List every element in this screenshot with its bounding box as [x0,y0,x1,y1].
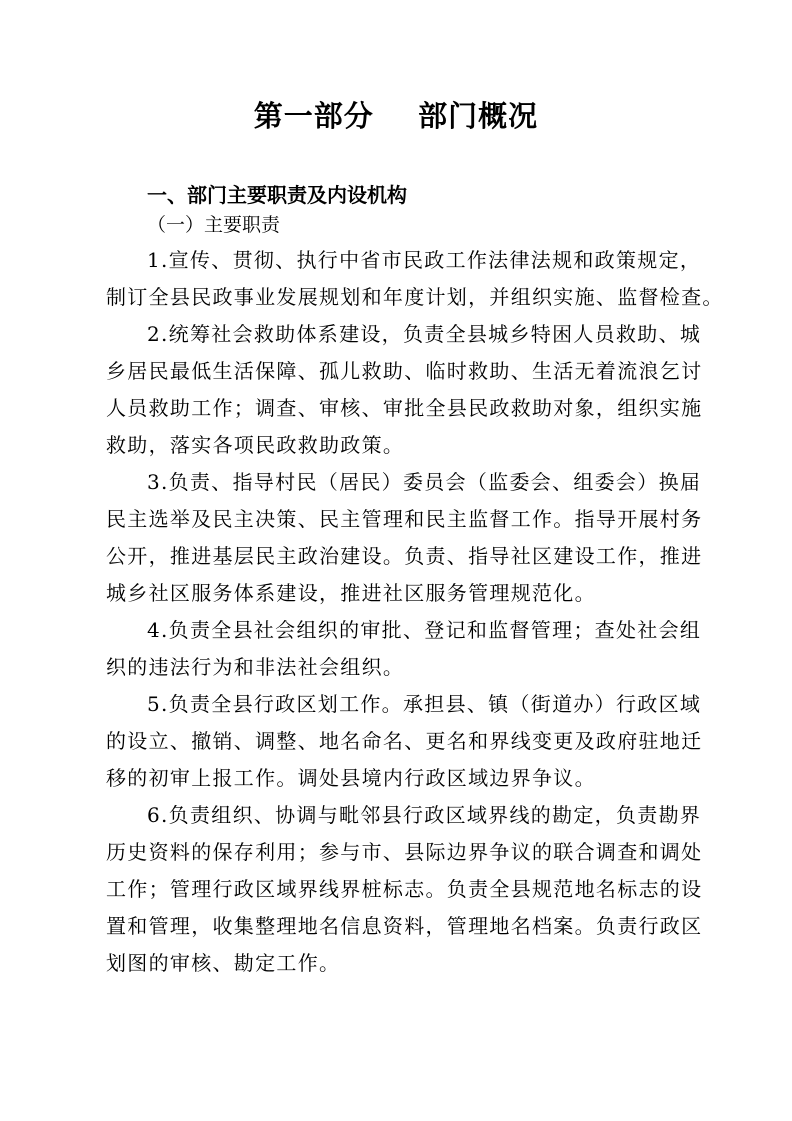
paragraph-line: 6.负责组织、协调与毗邻县行政区域界线的勘定，负责勘界 [147,803,702,827]
paragraph-line: 乡居民最低生活保障、孤儿救助、临时救助、生活无着流浪乞讨 [106,359,703,383]
paragraph-line: 公开，推进基层民主政治建设。负责、指导社区建设工作，推进 [106,544,703,568]
paragraph-line: 民主选举及民主决策、民主管理和民主监督工作。指导开展村务 [106,507,703,531]
paragraph-line: 的设立、撤销、调整、地名命名、更名和界线变更及政府驻地迁 [106,729,703,753]
paragraph-line: 织的违法行为和非法社会组织。 [106,655,405,679]
paragraph-line: 3.负责、指导村民（居民）委员会（监委会、组委会）换届 [147,470,702,494]
paragraph-line: 城乡社区服务体系建设，推进社区服务管理规范化。 [106,581,596,605]
paragraph-line: 人员救助工作；调查、审核、审批全县民政救助对象，组织实施 [106,396,703,420]
paragraph-line: 置和管理，收集整理地名信息资料，管理地名档案。负责行政区 [106,914,703,938]
paragraph [106,316,703,464]
paragraph [106,612,702,686]
paragraph [106,686,703,797]
paragraph-line: 划图的审核、勘定工作。 [106,951,341,975]
paragraph-line: 制订全县民政事业发展规划和年度计划，并组织实施、监督检查。 [106,285,724,309]
paragraph [106,242,724,316]
paragraph [106,797,703,982]
subsection-heading: （一）主要职责 [147,214,281,236]
paragraph [106,464,703,612]
paragraph-line: 救助，落实各项民政救助政策。 [106,433,405,457]
paragraph-line: 工作；管理行政区域界线界桩标志。负责全县规范地名标志的设 [106,877,703,901]
paragraph-line: 2.统筹社会救助体系建设，负责全县城乡特困人员救助、城 [147,322,702,346]
page-title: 第一部分 部门概况 [253,99,539,133]
paragraph-line: 1.宣传、贯彻、执行中省市民政工作法律法规和政策规定， [147,248,702,272]
paragraph-line: 历史资料的保存利用；参与市、县际边界争议的联合调查和调处 [106,840,703,864]
paragraph-line: 移的初审上报工作。调处县境内行政区域边界争议。 [106,766,596,790]
paragraph-line: 5.负责全县行政区划工作。承担县、镇（街道办）行政区域 [147,692,702,716]
section-heading: 一、部门主要职责及内设机构 [147,183,407,207]
paragraph-line: 4.负责全县社会组织的审批、登记和监督管理；查处社会组 [147,618,702,642]
body-text [106,242,724,982]
